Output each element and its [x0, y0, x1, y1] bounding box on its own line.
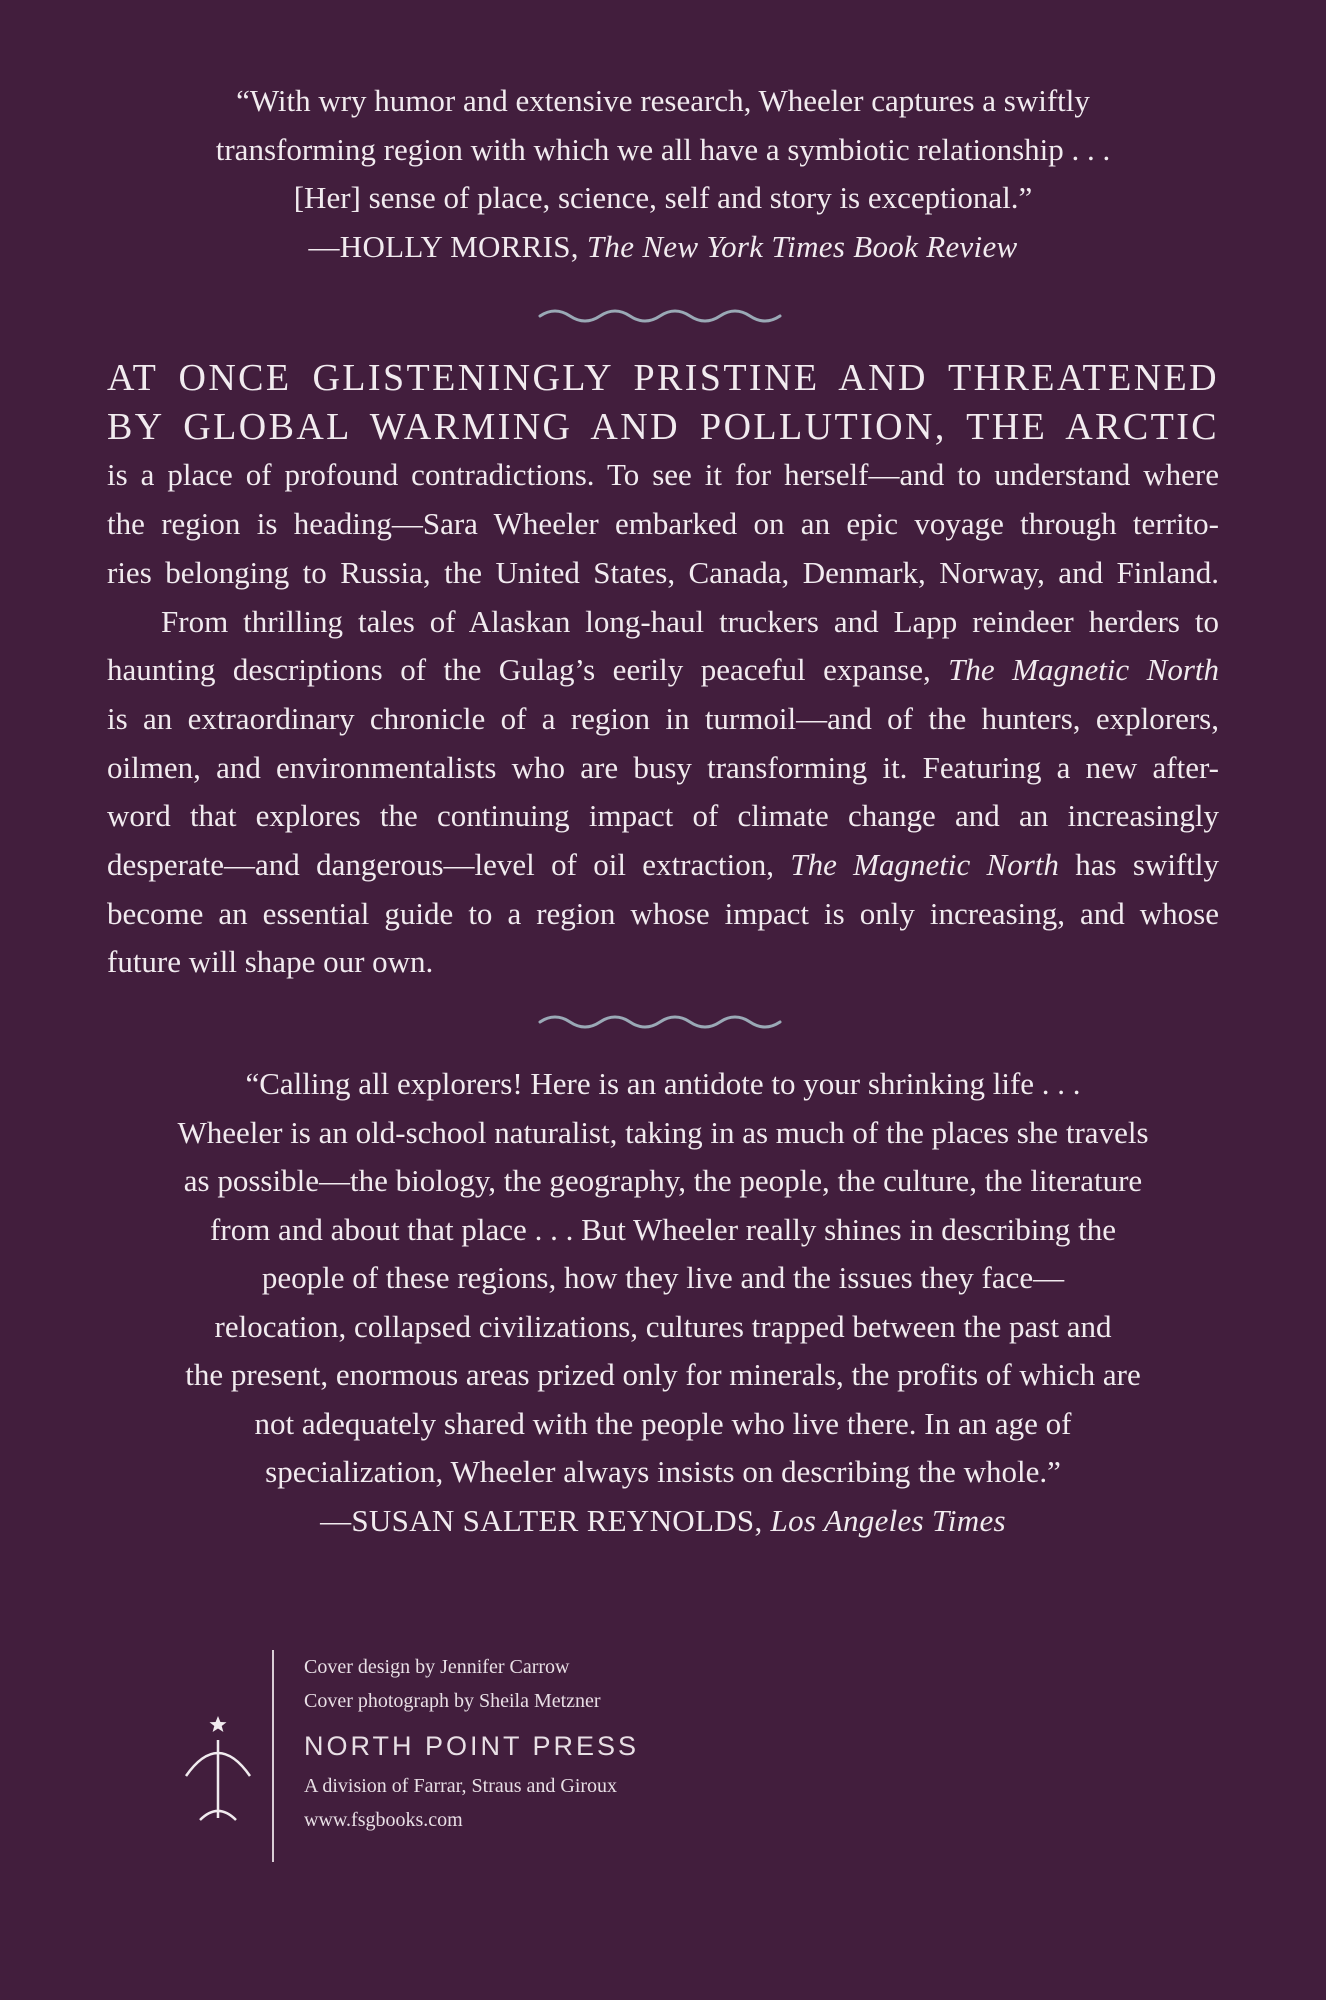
- blurb-line: ries belonging to Russia, the United States, Canada, Denmark, Norway, and Finland.: [107, 554, 1219, 590]
- quote-line: “Calling all explorers! Here is an antidote to your shrinking life . . .: [245, 1066, 1081, 1101]
- cover-photo-credit: Cover photograph by Sheila Metzner: [304, 1690, 601, 1712]
- colophon: [180, 1650, 680, 1870]
- publisher-website[interactable]: www.fsgbooks.com: [304, 1809, 463, 1831]
- blurb-caps-line: AT ONCE GLISTENINGLY PRISTINE AND THREATENED: [107, 357, 1219, 399]
- star-and-compass-icon: [180, 1710, 260, 1830]
- cover-design-credit: Cover design by Jennifer Carrow: [304, 1656, 570, 1678]
- blurb-line: oilmen, and environmentalists who are busy transforming it. Featuring a new after-: [107, 749, 1219, 785]
- quote-attribution: [100, 223, 1226, 272]
- quote-line: people of these regions, how they live and the issues they face—: [261, 1260, 1065, 1295]
- quote-line: as possible—the biology, the geography, the people, the culture, the literature: [183, 1163, 1143, 1198]
- blurb-line: [107, 646, 1219, 695]
- book-title: The Magnetic North: [790, 847, 1059, 883]
- quote-line: from and about that place . . . But Wheeler really shines in describing the: [210, 1211, 1116, 1247]
- blurb-line: become an essential guide to a region whose impact is only increasing, and whose: [107, 895, 1219, 931]
- review-quote-la-times: [100, 1060, 1226, 1545]
- attribution-name: —SUSAN SALTER REYNOLDS,: [320, 1502, 771, 1538]
- quote-line: Wheeler is an old-school naturalist, taking in as much of the places she travels: [177, 1114, 1149, 1150]
- blurb-caps-line: BY GLOBAL WARMING AND POLLUTION, THE ARCTIC: [107, 405, 1219, 448]
- review-quote-nyt: [100, 77, 1226, 271]
- publisher-name: NORTH POINT PRESS: [304, 1731, 640, 1761]
- blurb-line: [107, 841, 1219, 890]
- blurb-text: has swiftly: [1058, 847, 1219, 883]
- publisher-division: A division of Farrar, Straus and Giroux: [304, 1775, 618, 1797]
- book-title: The Magnetic North: [948, 652, 1219, 688]
- blurb-line: From thrilling tales of Alaskan long-haul truckers and Lapp reindeer herders to: [161, 603, 1219, 639]
- book-description: [107, 354, 1219, 987]
- blurb-line: is an extraordinary chronicle of a region in turmoil—and of the hunters, explorers,: [107, 700, 1219, 736]
- vertical-rule: [272, 1650, 274, 1862]
- wave-divider: [538, 304, 788, 324]
- attribution-source: Los Angeles Times: [770, 1502, 1006, 1538]
- quote-line: the present, enormous areas prized only for minerals, the profits of which are: [185, 1357, 1141, 1392]
- blurb-line: the region is heading—Sara Wheeler embarked on an epic voyage through territo-: [107, 506, 1219, 542]
- attribution-source: The New York Times Book Review: [586, 228, 1018, 264]
- blurb-text: haunting descriptions of the Gulag’s eerily peaceful expanse,: [107, 652, 949, 688]
- blurb-line: is a place of profound contradictions. To see it for herself—and to understand where: [107, 457, 1219, 493]
- quote-line: specialization, Wheeler always insists on describing the whole.”: [265, 1454, 1061, 1489]
- quote-line: [Her] sense of place, science, self and story is exceptional.”: [293, 180, 1033, 215]
- blurb-text: desperate—and dangerous—level of oil extraction,: [107, 847, 791, 883]
- quote-line: not adequately shared with the people who live there. In an age of: [254, 1405, 1072, 1441]
- quote-line: transforming region with which we all have a symbiotic relationship . . .: [215, 131, 1111, 167]
- blurb-line: word that explores the continuing impact of climate change and an increasingly: [107, 798, 1219, 834]
- quote-line: “With wry humor and extensive research, Wheeler captures a swiftly: [236, 83, 1090, 118]
- credits: [304, 1650, 639, 1837]
- blurb-line: future will shape our own.: [107, 944, 434, 980]
- quote-attribution: [100, 1497, 1226, 1546]
- attribution-name: —HOLLY MORRIS,: [308, 228, 587, 264]
- wave-divider: [538, 1010, 788, 1030]
- quote-line: relocation, collapsed civilizations, cultures trapped between the past and: [214, 1308, 1112, 1344]
